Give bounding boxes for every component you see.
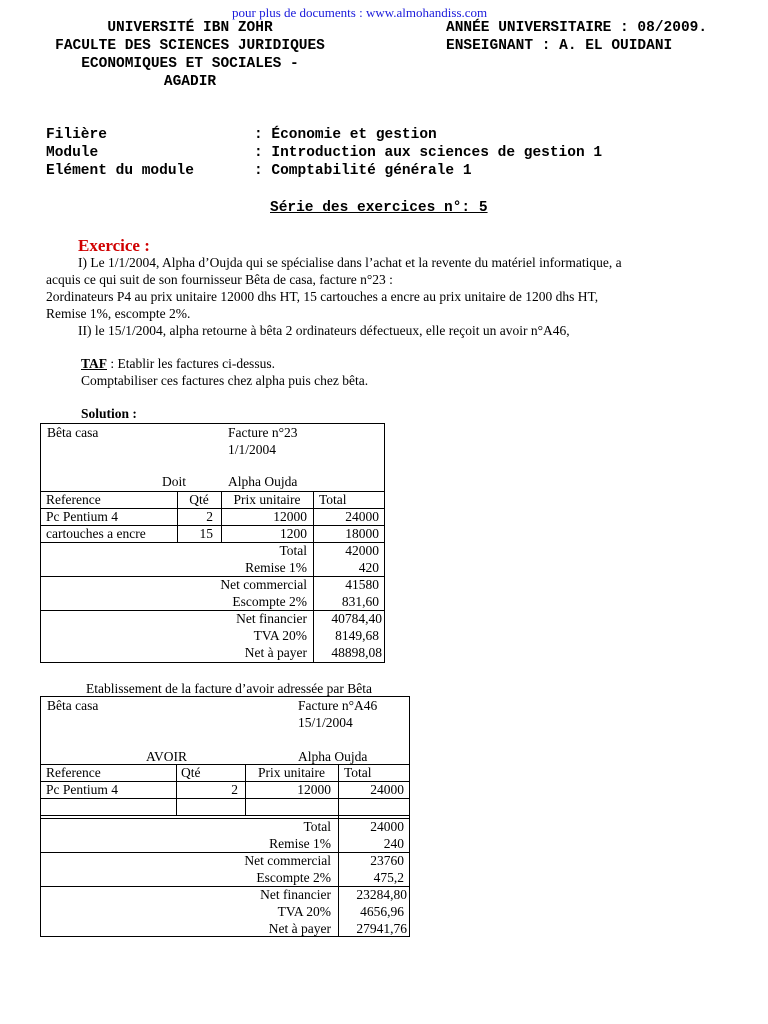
taf-text-1: : Etablir les factures ci-dessus. xyxy=(107,356,275,371)
invoice-2-date: 15/1/2004 xyxy=(298,715,353,730)
meta-label-element: Elément du module xyxy=(46,163,194,179)
invoice-1-doit: Doit xyxy=(162,474,187,489)
exercise-line-5: II) le 15/1/2004, alpha retourne à bêta 2 ordinateurs défectueux, elle reçoit un avoir n°A46, xyxy=(78,323,570,338)
meta-value-module: : Introduction aux sciences de gestion 1 xyxy=(254,145,603,161)
academic-year: ANNÉE UNIVERSITAIRE : 08/2009. xyxy=(446,20,708,36)
table-row-cell: 18000 xyxy=(345,526,379,541)
invoice-1-net-a-payer-label: Net à payer xyxy=(244,645,307,660)
invoice-1-net-commercial-label: Net commercial xyxy=(220,577,307,592)
invoice-1-remise-label: Remise 1% xyxy=(245,560,307,575)
invoice-2-avoir: AVOIR xyxy=(146,749,188,764)
meta-value-filiere: : Économie et gestion xyxy=(254,127,437,143)
invoice-1-net-financier-label: Net financier xyxy=(236,611,307,626)
invoice-2-header-qty: Qté xyxy=(181,765,201,780)
invoice-1-tva-label: TVA 20% xyxy=(253,628,307,643)
exercise-title: Exercice : xyxy=(78,236,150,255)
invoice-2-net-financier-value: 23284,80 xyxy=(356,887,407,902)
invoice-1-header-total: Total xyxy=(319,492,347,507)
invoice-1-seller: Bêta casa xyxy=(47,425,99,440)
meta-label-module: Module xyxy=(46,145,99,161)
invoice-2-escompte-value: 475,2 xyxy=(373,870,404,885)
exercise-line-3: 2ordinateurs P4 au prix unitaire 12000 dhs HT, 15 cartouches a encre au prix unitaire de 1200 dhs HT, xyxy=(46,289,599,304)
exercise-line-1: I) Le 1/1/2004, Alpha d’Oujda qui se spécialise dans l’achat et la revente du matériel informatique, a xyxy=(78,255,622,270)
series-title: Série des exercices n°: 5 xyxy=(270,200,488,216)
invoice-1-net-a-payer-value: 48898,08 xyxy=(331,645,382,660)
faculty-city: AGADIR xyxy=(163,74,217,90)
table-row-cell: 24000 xyxy=(370,782,404,797)
invoice-1-date: 1/1/2004 xyxy=(228,442,277,457)
invoice-2-net-a-payer-value: 27941,76 xyxy=(356,921,407,936)
invoice-2-tva-value: 4656,96 xyxy=(360,904,404,919)
meta-value-element: : Comptabilité générale 1 xyxy=(254,163,472,179)
invoice-1-tva-value: 8149,68 xyxy=(335,628,379,643)
table-row-cell: 1200 xyxy=(280,526,307,541)
invoice-1-header-price: Prix unitaire xyxy=(233,492,301,507)
university-name: UNIVERSITÉ IBN ZOHR xyxy=(107,20,273,36)
invoice-2-net-a-payer-label: Net à payer xyxy=(268,921,331,936)
invoice-1-escompte-label: Escompte 2% xyxy=(232,594,307,609)
table-row-cell: 2 xyxy=(206,509,213,524)
invoice-2-remise-label: Remise 1% xyxy=(269,836,331,851)
invoice-2-tva-label: TVA 20% xyxy=(277,904,331,919)
taf-label: TAF xyxy=(81,356,107,371)
invoice-2-header-reference: Reference xyxy=(46,765,101,780)
invoice-2-header-price: Prix unitaire xyxy=(257,765,326,780)
invoice-1-total-label: Total xyxy=(279,543,307,558)
meta-label-filiere: Filière xyxy=(46,127,107,143)
invoice-1-net-financier-value: 40784,40 xyxy=(331,611,382,626)
invoice-2-remise-value: 240 xyxy=(383,836,404,851)
invoice-2-client: Alpha Oujda xyxy=(298,749,368,764)
exercise-line-2: acquis ce qui suit de son fournisseur Bêta de casa, facture n°23 : xyxy=(46,272,393,287)
invoice-2-net-financier-label: Net financier xyxy=(260,887,331,902)
table-row-cell: 12000 xyxy=(273,509,307,524)
invoice-2-seller: Bêta casa xyxy=(47,698,99,713)
invoice-1-net-commercial-value: 41580 xyxy=(345,577,379,592)
table-row-cell: 2 xyxy=(231,782,238,797)
table-row-cell: 24000 xyxy=(345,509,379,524)
watermark-link[interactable]: pour plus de documents : www.almohandiss.com xyxy=(232,5,488,20)
solution-label: Solution : xyxy=(81,406,137,421)
taf-text-2: Comptabiliser ces factures chez alpha puis chez bêta. xyxy=(81,373,369,388)
table-row-cell: cartouches a encre xyxy=(46,526,146,541)
avoir-caption: Etablissement de la facture d’avoir adressée par Bêta xyxy=(86,681,372,696)
invoice-1-remise-value: 420 xyxy=(358,560,379,575)
teacher-name: ENSEIGNANT : A. EL OUIDANI xyxy=(446,38,673,54)
exercise-line-4: Remise 1%, escompte 2%. xyxy=(46,306,191,321)
table-row-cell: 15 xyxy=(199,526,213,541)
invoice-2-net-commercial-value: 23760 xyxy=(370,853,404,868)
invoice-2-header-total: Total xyxy=(344,765,372,780)
table-row-cell: Pc Pentium 4 xyxy=(46,782,119,797)
table-row-cell: Pc Pentium 4 xyxy=(46,509,119,524)
invoice-1-header-reference: Reference xyxy=(46,492,101,507)
faculty-line-1: FACULTE DES SCIENCES JURIDIQUES xyxy=(55,38,325,54)
taf-line xyxy=(81,356,275,372)
invoice-2-total-label: Total xyxy=(303,819,331,834)
invoice-1-escompte-value: 831,60 xyxy=(341,594,379,609)
invoice-2-net-commercial-label: Net commercial xyxy=(244,853,331,868)
invoice-2-number: Facture n°A46 xyxy=(298,698,378,713)
invoice-1-client: Alpha Oujda xyxy=(228,474,298,489)
faculty-line-2: ECONOMIQUES ET SOCIALES - xyxy=(81,56,299,72)
invoice-1-number: Facture n°23 xyxy=(228,425,298,440)
table-row-cell: 12000 xyxy=(297,782,331,797)
invoice-1-total-value: 42000 xyxy=(345,543,379,558)
invoice-2-total-value: 24000 xyxy=(370,819,404,834)
invoice-1-header-qty: Qté xyxy=(189,492,209,507)
invoice-2-escompte-label: Escompte 2% xyxy=(256,870,331,885)
